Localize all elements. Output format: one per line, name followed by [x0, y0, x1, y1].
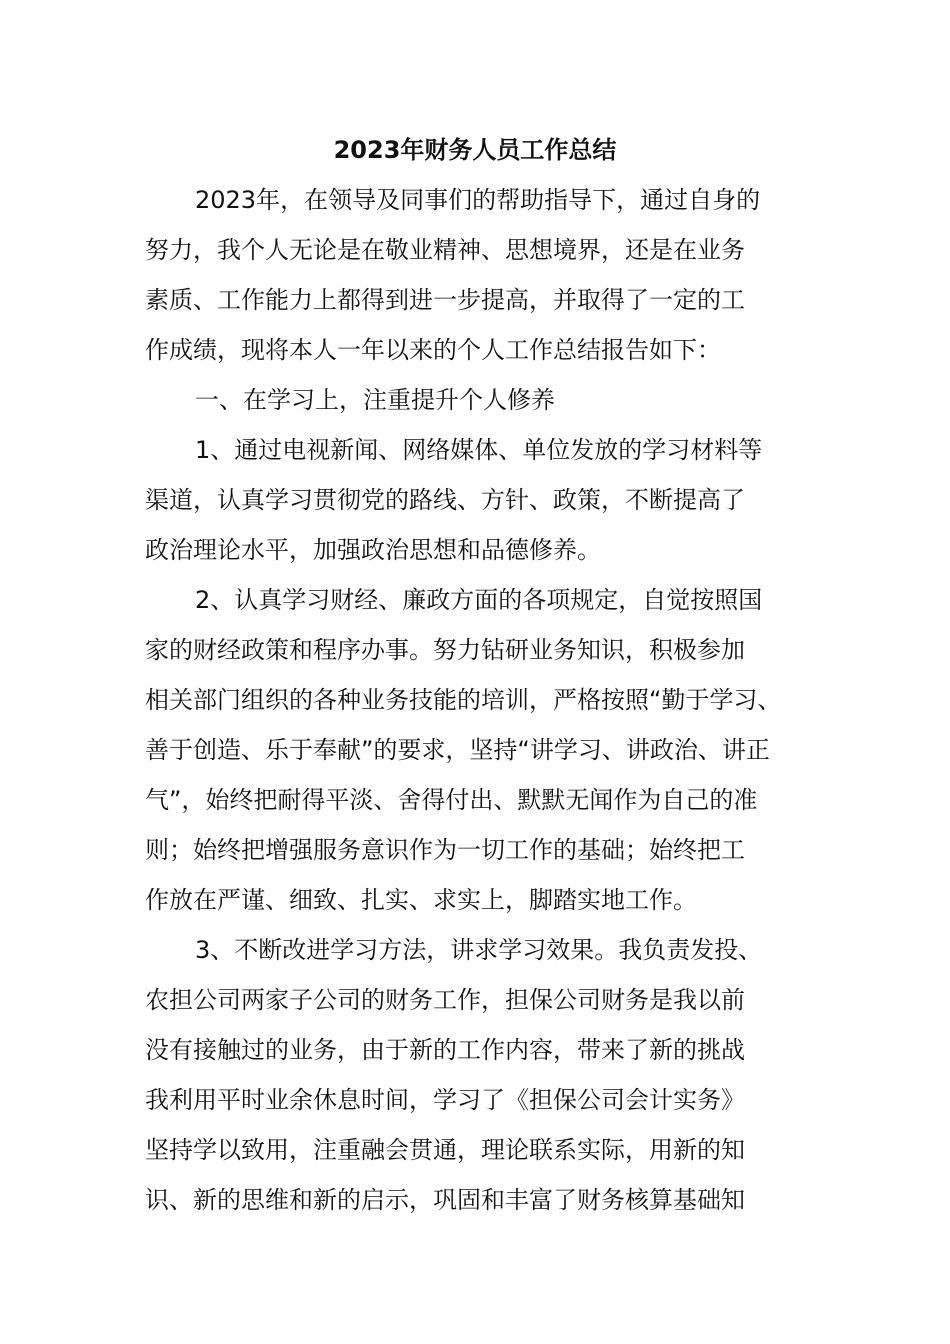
text-line: 2023年，在领导及同事们的帮助指导下，通过自身的 — [195, 186, 761, 214]
text-line: 识、新的思维和新的启示，巩固和丰富了财务核算基础知 — [145, 1186, 745, 1214]
text-line: 渠道，认真学习贯彻党的路线、方针、政策，不断提高了 — [145, 486, 745, 514]
text-line: 政治理论水平，加强政治思想和品德修养。 — [145, 536, 601, 564]
text-line: 则；始终把增强服务意识作为一切工作的基础；始终把工 — [145, 836, 745, 864]
text-line: 作放在严谨、细致、扎实、求实上，脚踏实地工作。 — [145, 886, 697, 914]
text-line: 我利用平时业余休息时间，学习了《担保公司会计实务》 — [145, 1086, 745, 1114]
text-line: 素质、工作能力上都得到进一步提高，并取得了一定的工 — [145, 286, 745, 314]
text-line: 3、不断改进学习方法，讲求学习效果。我负责发投、 — [195, 936, 763, 964]
document-title: 2023年财务人员工作总结 — [333, 136, 617, 164]
text-line: 2、认真学习财经、廉政方面的各项规定，自觉按照国 — [195, 586, 763, 614]
text-line: 农担公司两家子公司的财务工作，担保公司财务是我以前 — [145, 986, 745, 1014]
text-line: 家的财经政策和程序办事。努力钻研业务知识，积极参加 — [145, 636, 745, 664]
text-line: 气”，始终把耐得平淡、舍得付出、默默无闻作为自己的准 — [145, 786, 758, 814]
text-line: 努力，我个人无论是在敬业精神、思想境界，还是在业务 — [145, 236, 745, 264]
text-line: 作成绩，现将本人一年以来的个人工作总结报告如下： — [145, 336, 721, 364]
text-line: 坚持学以致用，注重融会贯通，理论联系实际，用新的知 — [145, 1136, 745, 1164]
text-line: 没有接触过的业务，由于新的工作内容，带来了新的挑战 — [145, 1036, 745, 1064]
text-line: 善于创造、乐于奉献”的要求，坚持“讲学习、讲政治、讲正 — [145, 736, 770, 764]
text-line: 1、通过电视新闻、网络媒体、单位发放的学习材料等 — [195, 436, 763, 464]
text-line: 相关部门组织的各种业务技能的培训，严格按照“勤于学习、 — [145, 686, 782, 714]
section-heading: 一、在学习上，注重提升个人修养 — [195, 386, 555, 414]
